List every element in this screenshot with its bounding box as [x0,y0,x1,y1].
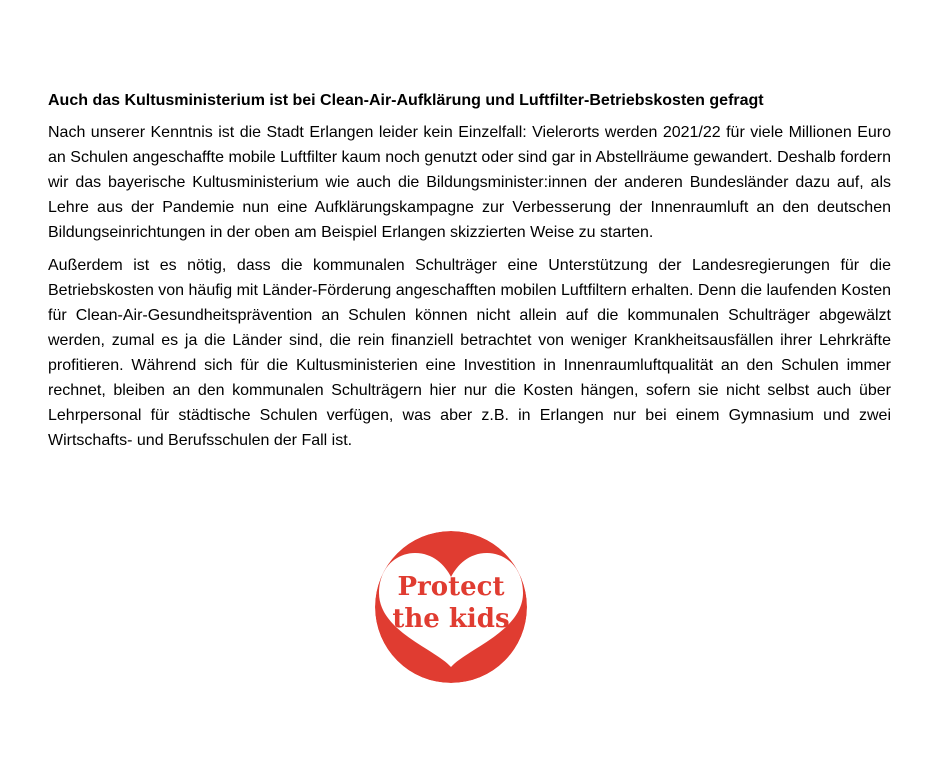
paragraph-1: Nach unserer Kenntnis ist die Stadt Erlangen leider kein Einzelfall: Vielerorts werden 2021/22 für viele Millionen Euro an Schulen angeschaffte mobile Luftfilter kaum noch genutzt oder sind gar in Abstellräume gewandert. Deshalb fordern wir das bayerische Kultusministerium wie auch die Bildungsminister:innen der anderen Bundesländer dazu auf, als Lehre aus der Pandemie nun eine Aufklärungskampagne zur Verbesserung der Innenraumluft an den deutschen Bildungseinrichtungen in der oben am Beispiel Erlangen skizzierten Weise zu starten. [48,124,891,241]
paragraph-2: Außerdem ist es nötig, dass die kommunalen Schulträger eine Unterstützung der Landesregierungen für die Betriebskosten von häufig mit Länder-Förderung angeschafften mobilen Luftfiltern erhalten. Denn die laufenden Kosten für Clean-Air-Gesundheitsprävention an Schulen können nicht allein auf die kommunalen Schulträger abgewälzt werden, zumal es ja die Länder sind, die rein finanziell betrachtet von weniger Krankheitsausfällen ihrer Lehrkräfte profitieren. Während sich für die Kultusministerien eine Investition in Innenraumluftqualität an den Schulen immer rechnet, bleiben an den kommunalen Schulträgern hier nur die Kosten hängen, sofern sie nicht selbst auch über Lehrpersonal für städtische Schulen verfügen, was aber z.B. in Erlangen nur bei einem Gymnasium und zwei Wirtschafts- und Berufsschulen der Fall ist. [48,257,891,449]
document-body [48,90,891,461]
section-heading: Auch das Kultusministerium ist bei Clean-Air-Aufklärung und Luftfilter-Betriebskosten gefragt [48,92,764,109]
protect-the-kids-logo [375,531,527,683]
logo-text-line2: the kids [392,604,510,634]
logo-text-line1: Protect [397,572,505,602]
heart-circle-icon [375,531,527,683]
